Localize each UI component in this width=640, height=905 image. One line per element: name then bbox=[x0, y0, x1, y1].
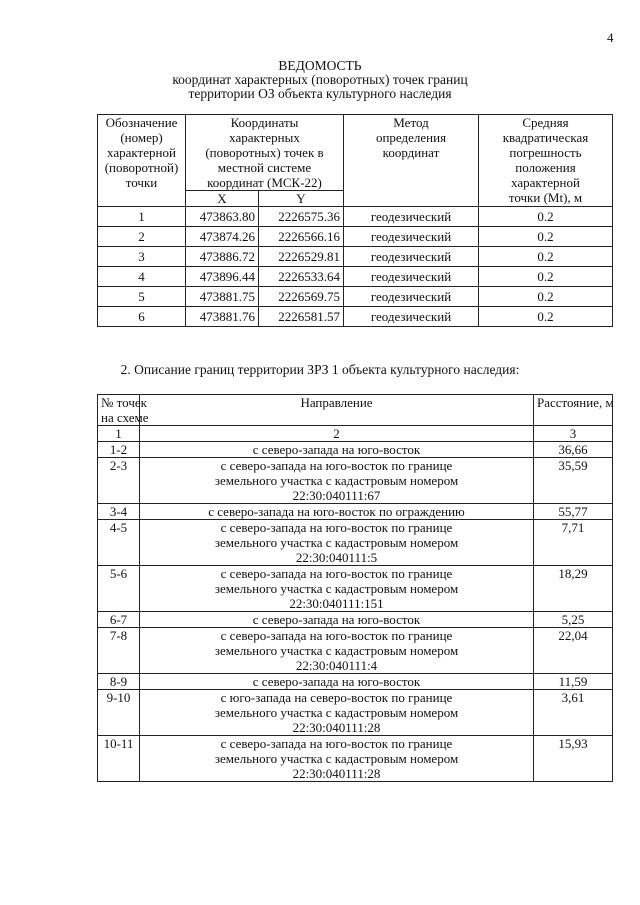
method: геодезический bbox=[344, 227, 479, 247]
segment-points: 7-8 bbox=[98, 628, 140, 674]
table-row bbox=[98, 207, 613, 227]
header-line: № точек bbox=[101, 395, 147, 410]
coord-x: 473896.44 bbox=[186, 267, 259, 287]
direction-line: земельного участка с кадастровым номером bbox=[214, 581, 459, 596]
table-row bbox=[98, 227, 613, 247]
segment-direction bbox=[140, 504, 534, 520]
segment-direction bbox=[140, 566, 534, 612]
segment-direction bbox=[140, 612, 534, 628]
segment-distance: 35,59 bbox=[534, 458, 613, 504]
header-line: погрешность bbox=[509, 145, 582, 160]
coord-y: 2226569.75 bbox=[259, 287, 344, 307]
direction-line: с северо-запада на юго-восток по границе bbox=[220, 566, 453, 581]
direction-line: с северо-запада на юго-восток по границе bbox=[220, 628, 453, 643]
segment-points: 4-5 bbox=[98, 520, 140, 566]
segment-distance: 36,66 bbox=[534, 442, 613, 458]
table-row bbox=[98, 247, 613, 267]
direction-line: 22:30:040111:151 bbox=[289, 596, 384, 611]
coordinates-table bbox=[97, 114, 613, 327]
table-row bbox=[98, 267, 613, 287]
direction-line: 22:30:040111:5 bbox=[295, 550, 378, 565]
point-number: 5 bbox=[98, 287, 186, 307]
table-row bbox=[98, 504, 613, 520]
method: геодезический bbox=[344, 267, 479, 287]
header-line: (номер) bbox=[120, 130, 163, 145]
segment-direction bbox=[140, 736, 534, 782]
header-line: точки (Mt), м bbox=[508, 190, 583, 205]
column-number-2: 2 bbox=[140, 426, 534, 442]
mean-error: 0.2 bbox=[479, 267, 613, 287]
direction-line: 22:30:040111:67 bbox=[292, 488, 381, 503]
segment-direction bbox=[140, 458, 534, 504]
header-line: местной системе bbox=[217, 160, 312, 175]
coord-x: 473881.76 bbox=[186, 307, 259, 327]
column-number-1: 1 bbox=[98, 426, 140, 442]
coord-y: 2226533.64 bbox=[259, 267, 344, 287]
segment-points: 6-7 bbox=[98, 612, 140, 628]
header-line: координат (МСК-22) bbox=[207, 175, 322, 190]
table-row bbox=[98, 442, 613, 458]
header-line: Обозначение bbox=[105, 115, 178, 130]
point-number: 3 bbox=[98, 247, 186, 267]
point-number: 4 bbox=[98, 267, 186, 287]
mean-error: 0.2 bbox=[479, 307, 613, 327]
segment-points: 1-2 bbox=[98, 442, 140, 458]
header-line: определения bbox=[375, 130, 447, 145]
direction-line: земельного участка с кадастровым номером bbox=[214, 473, 459, 488]
direction-line: 22:30:040111:28 bbox=[292, 766, 381, 781]
direction-line: с северо-запада на юго-восток по границе bbox=[220, 736, 453, 751]
header-x: X bbox=[186, 191, 259, 207]
table-row bbox=[98, 690, 613, 736]
header-line: характерной bbox=[107, 145, 176, 160]
table-row bbox=[98, 566, 613, 612]
header-point-designation bbox=[98, 115, 186, 207]
point-number: 1 bbox=[98, 207, 186, 227]
table-row bbox=[98, 736, 613, 782]
direction-line: земельного участка с кадастровым номером bbox=[214, 751, 459, 766]
coord-y: 2226529.81 bbox=[259, 247, 344, 267]
boundary-segments-table bbox=[97, 394, 613, 782]
segment-distance: 11,59 bbox=[534, 674, 613, 690]
direction-line: земельного участка с кадастровым номером bbox=[214, 643, 459, 658]
method: геодезический bbox=[344, 247, 479, 267]
table-row bbox=[98, 674, 613, 690]
direction-line: с северо-запада на юго-восток bbox=[252, 442, 421, 457]
method: геодезический bbox=[344, 207, 479, 227]
coord-x: 473863.80 bbox=[186, 207, 259, 227]
segment-distance: 18,29 bbox=[534, 566, 613, 612]
document-subtitle-line2: территории ОЗ объекта культурного наследия bbox=[188, 86, 452, 101]
direction-line: с северо-запада на юго-восток bbox=[252, 674, 421, 689]
point-number: 6 bbox=[98, 307, 186, 327]
segment-direction bbox=[140, 442, 534, 458]
method: геодезический bbox=[344, 307, 479, 327]
direction-line: 22:30:040111:4 bbox=[295, 658, 378, 673]
header-line: квадратическая bbox=[502, 130, 589, 145]
direction-line: с северо-запада на юго-восток по границе bbox=[220, 520, 453, 535]
header-mean-error bbox=[479, 115, 613, 207]
header-distance: Расстояние, м bbox=[534, 395, 613, 426]
segment-distance: 5,25 bbox=[534, 612, 613, 628]
coord-y: 2226575.36 bbox=[259, 207, 344, 227]
header-line: Метод bbox=[393, 115, 429, 130]
header-line: точки bbox=[125, 175, 158, 190]
table-row bbox=[98, 612, 613, 628]
header-line: положения bbox=[515, 160, 576, 175]
segment-distance: 22,04 bbox=[534, 628, 613, 674]
mean-error: 0.2 bbox=[479, 227, 613, 247]
header-line: координат bbox=[382, 145, 440, 160]
segment-direction bbox=[140, 690, 534, 736]
header-direction: Направление bbox=[140, 395, 534, 426]
segment-distance: 3,61 bbox=[534, 690, 613, 736]
segment-direction bbox=[140, 674, 534, 690]
point-number: 2 bbox=[98, 227, 186, 247]
section-2-heading: 2. Описание границ территории ЗРЗ 1 объекта культурного наследия: bbox=[120, 362, 520, 377]
segment-distance: 7,71 bbox=[534, 520, 613, 566]
direction-line: с северо-запада на юго-восток bbox=[252, 612, 421, 627]
table-row bbox=[98, 520, 613, 566]
direction-line: земельного участка с кадастровым номером bbox=[214, 535, 459, 550]
table-row bbox=[98, 287, 613, 307]
segment-points: 2-3 bbox=[98, 458, 140, 504]
direction-line: земельного участка с кадастровым номером bbox=[214, 705, 459, 720]
table-row bbox=[98, 307, 613, 327]
header-line: (поворотных) точек в bbox=[205, 145, 324, 160]
coord-x: 473874.26 bbox=[186, 227, 259, 247]
direction-line: 22:30:040111:28 bbox=[292, 720, 381, 735]
header-coordinates bbox=[186, 115, 344, 191]
mean-error: 0.2 bbox=[479, 207, 613, 227]
mean-error: 0.2 bbox=[479, 247, 613, 267]
document-title: ВЕДОМОСТЬ bbox=[278, 58, 362, 73]
header-points bbox=[98, 395, 149, 426]
segment-direction bbox=[140, 520, 534, 566]
coord-x: 473886.72 bbox=[186, 247, 259, 267]
segment-points: 8-9 bbox=[98, 674, 140, 690]
direction-line: с северо-запада на юго-восток по границе bbox=[220, 458, 453, 473]
mean-error: 0.2 bbox=[479, 287, 613, 307]
header-line: на схеме bbox=[101, 410, 149, 425]
segment-points: 9-10 bbox=[98, 690, 140, 736]
segments-table-body bbox=[98, 442, 613, 782]
header-line: Средняя bbox=[522, 115, 569, 130]
document-subtitle-line1: координат характерных (поворотных) точек границ bbox=[172, 72, 468, 87]
segment-points: 10-11 bbox=[98, 736, 140, 782]
table-row bbox=[98, 628, 613, 674]
segment-distance: 55,77 bbox=[534, 504, 613, 520]
header-line: (поворотной) bbox=[104, 160, 179, 175]
header-line: характерных bbox=[229, 130, 300, 145]
header-line: Координаты bbox=[230, 115, 299, 130]
coord-y: 2226581.57 bbox=[259, 307, 344, 327]
coord-y: 2226566.16 bbox=[259, 227, 344, 247]
table-row bbox=[98, 458, 613, 504]
coordinates-table-body bbox=[98, 207, 613, 327]
direction-line: с северо-запада на юго-восток по ограждению bbox=[208, 504, 465, 519]
header-line: характерной bbox=[511, 175, 580, 190]
header-y: Y bbox=[259, 191, 344, 207]
page-number: 4 bbox=[607, 30, 614, 45]
segment-points: 5-6 bbox=[98, 566, 140, 612]
column-number-3: 3 bbox=[534, 426, 613, 442]
header-method bbox=[344, 115, 479, 207]
segment-direction bbox=[140, 628, 534, 674]
method: геодезический bbox=[344, 287, 479, 307]
direction-line: с юго-запада на северо-восток по границе bbox=[220, 690, 453, 705]
segment-points: 3-4 bbox=[98, 504, 140, 520]
segment-distance: 15,93 bbox=[534, 736, 613, 782]
coord-x: 473881.75 bbox=[186, 287, 259, 307]
